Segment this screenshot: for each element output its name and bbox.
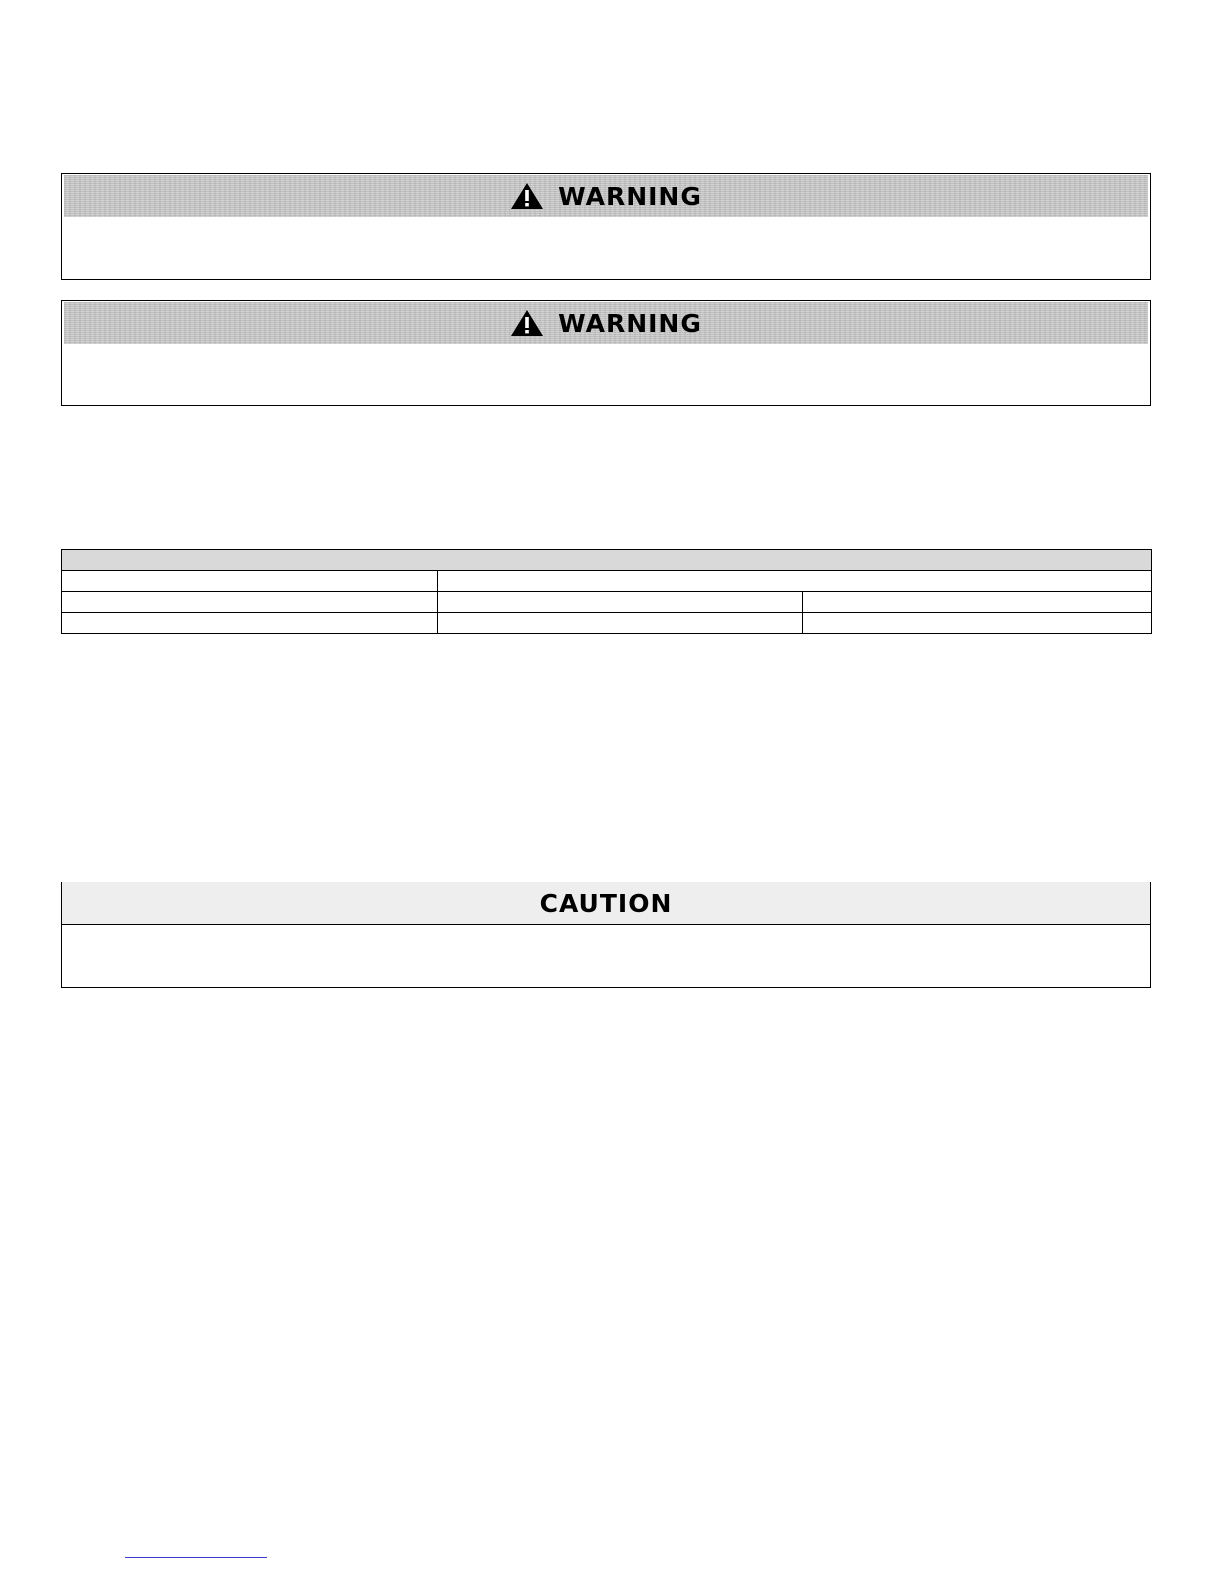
table-cell <box>438 571 1152 592</box>
warning-title: WARNING <box>558 308 702 338</box>
table-cell <box>438 592 803 613</box>
table-cell <box>438 613 803 634</box>
table-cell <box>803 592 1152 613</box>
data-table <box>61 549 1152 634</box>
warning-triangle-icon <box>510 182 544 210</box>
caution-notice <box>61 882 1151 988</box>
table-cell <box>62 592 438 613</box>
table-cell <box>803 613 1152 634</box>
table-cell <box>62 571 438 592</box>
caution-title: CAUTION <box>539 888 673 918</box>
table-title-cell <box>62 550 1152 571</box>
warning-notice <box>61 300 1151 406</box>
caution-header <box>62 882 1150 925</box>
warning-header <box>64 175 1148 217</box>
warning-header <box>64 302 1148 344</box>
footer-rule <box>125 1557 267 1558</box>
table-title-row <box>62 550 1152 571</box>
table-row <box>62 571 1152 592</box>
table-row <box>62 613 1152 634</box>
table-cell <box>62 613 438 634</box>
table-row <box>62 592 1152 613</box>
warning-title: WARNING <box>558 181 702 211</box>
warning-notice <box>61 173 1151 280</box>
warning-triangle-icon <box>510 309 544 337</box>
